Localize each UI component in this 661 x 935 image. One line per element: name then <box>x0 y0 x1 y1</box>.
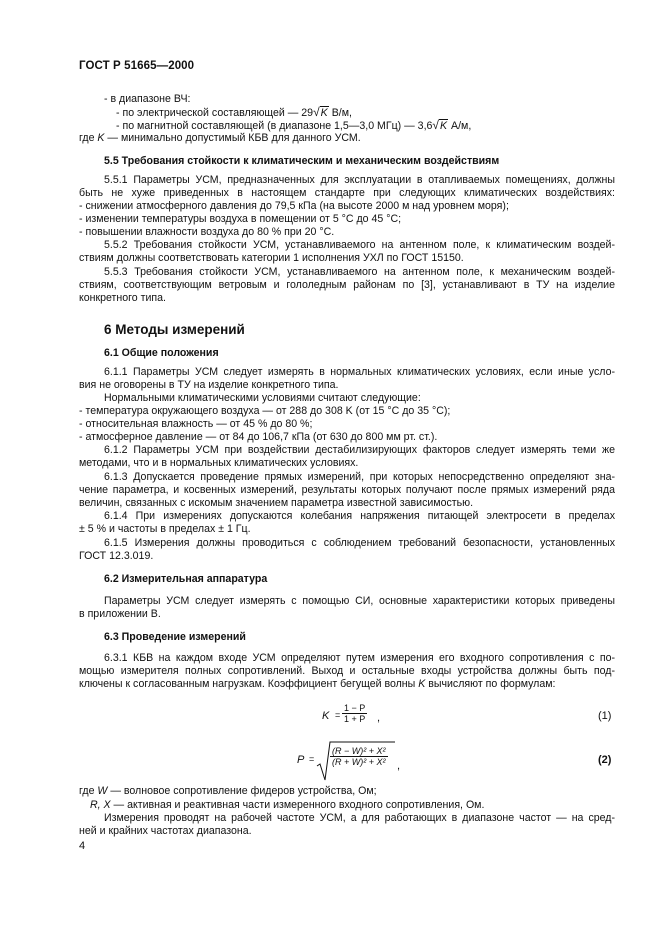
paragraph-line: 6.1.4 При измерениях допускаются колебания напряжения питающей электросети в пределах <box>104 510 615 522</box>
sqrt-symbol: √K <box>313 105 328 119</box>
formula-1-lhs: K <box>322 710 330 722</box>
list-item: - по магнитной составляющей (в диапазоне 1,5—3,0 МГц) — 3,6√K А/м, <box>116 118 472 132</box>
paragraph-line: 6.1.1 Параметры УСМ следует измерять в нормальных климатических условиях, если иные усло- <box>104 366 615 378</box>
formula-1-fraction <box>342 703 367 724</box>
paragraph-line: ± 5 % и частоты в пределах ± 1 Гц. <box>79 523 251 535</box>
paragraph-line: ствиям должны соответствовать категории 1 исполнения УХЛ по ГОСТ 15150. <box>79 252 464 264</box>
list-intro: - в диапазоне ВЧ: <box>104 93 191 105</box>
paragraph-line: 6.1.3 Допускается проведение прямых измерений, при которых непосредственно определяют зна- <box>104 471 615 483</box>
paragraph-line: 6.1.5 Измерения должны проводиться с соблюдением требований безопасности, установленных <box>104 537 615 549</box>
paragraph-line: Измерения проводят на рабочей частоте УСМ, а для работающих в диапазоне частот — на сред- <box>104 812 615 824</box>
paragraph-line: 5.5.3 Требования стойкости УСМ, устанавливаемого на антенном поле, к механическим воздей- <box>104 266 615 278</box>
paragraph-line: 6.1.2 Параметры УСМ при воздействии дестабилизирующих факторов следует измерять теми же <box>104 444 615 456</box>
paragraph-line: ГОСТ 12.3.019. <box>79 550 154 562</box>
paragraph-line: ней и крайних частотах диапазона. <box>79 825 252 837</box>
formula-2-comma: , <box>397 760 401 772</box>
list-item: - снижении атмосферного давления до 79,5 кПа (на высоте 2000 м над уровнем моря); <box>79 200 509 212</box>
formula-2-number: (2) <box>598 754 612 766</box>
formula-2-eq: = <box>309 754 315 764</box>
paragraph-line: ключены к согласованным нагрузкам. Коэффициент бегущей волны K вычисляют по формулам: <box>79 678 556 690</box>
formula-2-lhs: P <box>297 754 305 766</box>
formula-1-comma: , <box>377 712 381 724</box>
definition-line: где K — минимально допустимый КБВ для данного УСМ. <box>79 132 361 144</box>
sqrt-symbol: √K <box>432 118 448 132</box>
section-heading: 5.5 Требования стойкости к климатическим и механическим воздействиям <box>104 155 500 167</box>
paragraph-line: 5.5.1 Параметры УСМ, предназначенных для эксплуатации в отапливаемых помещениях, должны <box>104 174 615 186</box>
paragraph-line: Параметры УСМ следует измерять с помощью СИ, основные характеристики которых приведены <box>104 595 615 607</box>
list-item: - повышении влажности воздуха до 80 % при 20 °С. <box>79 226 335 238</box>
standard-header: ГОСТ Р 51665—2000 <box>79 60 195 72</box>
paragraph-line: методами, что и в нормальных климатических условиях. <box>79 457 359 469</box>
list-item: - относительная влажность — от 45 % до 80 %; <box>79 418 313 430</box>
page-number: 4 <box>79 840 86 852</box>
paragraph-line: чение параметра, и косвенных измерений, результаты которых получают после прямых измерений ряда <box>79 484 615 496</box>
paragraph-line: 6.3.1 КБВ на каждом входе УСМ определяют путем измерения его входного сопротивления с по- <box>104 652 615 664</box>
formula-1-numerator: 1 − P <box>344 703 366 713</box>
definition-line: где W — волновое сопротивление фидеров устройства, Ом; <box>79 785 377 797</box>
section-heading: 6.1 Общие положения <box>104 347 219 359</box>
list-item: - по электрической составляющей — 29√K В/м, <box>116 105 352 119</box>
paragraph-line: ствиям, соответствующим ветровым и гололедным районам по [3], устанавливают в ТУ на изделие <box>79 279 615 291</box>
formula-2-numerator: (R − W)² + X² <box>332 746 386 756</box>
formula-1-denominator: 1 + P <box>344 714 366 724</box>
formula-2-denominator: (R + W)² + X² <box>332 757 386 767</box>
definition-line: R, X — активная и реактивная части измеренного входного сопротивления, Ом. <box>90 799 485 811</box>
paragraph-line: конкретного типа. <box>79 292 166 304</box>
paragraph-line: Нормальными климатическими условиями считают следующие: <box>104 392 421 404</box>
list-item: - изменении температуры воздуха в помещении от 5 °С до 45 °С; <box>79 213 402 225</box>
list-item: - атмосферное давление — от 84 до 106,7 кПа (от 630 до 800 мм рт. ст.). <box>79 431 438 443</box>
paragraph-line: величин, связанных с искомым значением параметра известной зависимостью. <box>79 497 474 509</box>
formula-1-number: (1) <box>598 710 612 722</box>
formula-1-eq: = <box>335 710 341 720</box>
chapter-heading: 6 Методы измерений <box>104 322 245 337</box>
section-heading: 6.2 Измерительная аппаратура <box>104 573 268 585</box>
paragraph-line: в приложении В. <box>79 608 161 620</box>
section-heading: 6.3 Проведение измерений <box>104 631 246 643</box>
paragraph-line: вия не оговорены в ТУ на изделие конкретного типа. <box>79 379 339 391</box>
paragraph-line: мощью измерителя полных сопротивлений. Выход и остальные входы устройства должны быть под- <box>79 665 615 677</box>
paragraph-line: 5.5.2 Требования стойкости УСМ, устанавливаемого на антенном поле, к климатическим воздей- <box>104 239 615 251</box>
paragraph-line: быть не хуже приведенных в настоящем стандарте при следующих климатических воздействиях: <box>79 187 615 199</box>
formula-2-fraction <box>330 746 388 767</box>
list-item: - температура окружающего воздуха — от 288 до 308 K (от 15 °С до 35 °С); <box>79 405 451 417</box>
